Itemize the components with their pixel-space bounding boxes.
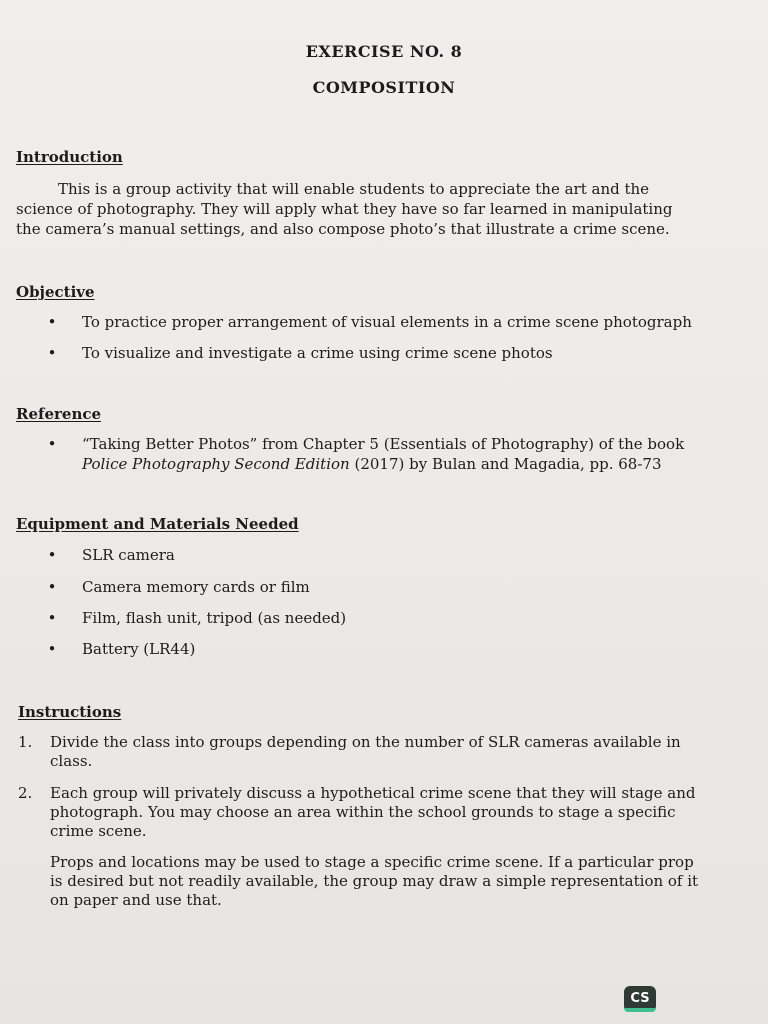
instruction-number: 1.	[18, 733, 33, 751]
instruction-text	[50, 784, 750, 841]
introduction-line: This is a group activity that will enable students to appreciate the art and the	[58, 180, 650, 198]
introduction-line: science of photography. They will apply what they have so far learned in manipulating	[16, 200, 673, 218]
bullet-icon: •	[47, 546, 57, 564]
bullet-icon: •	[47, 609, 57, 627]
equipment-item-text: Film, flash unit, tripod (as needed)	[82, 609, 347, 627]
reference-citation: (2017) by Bulan and Magadia, pp. 68-73	[349, 455, 662, 473]
instruction-line: Divide the class into groups depending on the number of SLR cameras available in	[50, 733, 681, 751]
objective-heading: Objective	[16, 283, 95, 301]
instruction-line: class.	[50, 752, 93, 770]
instruction-note-line: on paper and use that.	[50, 891, 222, 909]
instruction-line: photograph. You may choose an area within the school grounds to stage a specific	[50, 803, 676, 821]
objective-item-text: To visualize and investigate a crime using crime scene photos	[82, 344, 553, 362]
equipment-item-text: Camera memory cards or film	[82, 578, 310, 596]
instruction-text	[50, 733, 750, 771]
introduction-paragraph	[16, 179, 736, 239]
exercise-subtitle: COMPOSITION	[312, 78, 456, 97]
equipment-item-text: Battery (LR44)	[82, 640, 196, 658]
reference-heading: Reference	[16, 405, 102, 423]
exercise-title: EXERCISE NO. 8	[305, 42, 463, 61]
objective-item-text: To practice proper arrangement of visual elements in a crime scene photograph	[82, 313, 692, 331]
instruction-number: 2.	[18, 784, 33, 802]
reference-line-1: “Taking Better Photos” from Chapter 5 (Essentials of Photography) of the book	[82, 435, 685, 453]
instruction-note-line: Props and locations may be used to stage a specific crime scene. If a particular prop	[50, 853, 694, 871]
reference-line-2	[82, 454, 662, 474]
bullet-icon: •	[47, 578, 57, 596]
bullet-icon: •	[47, 344, 57, 362]
instruction-note-line: is desired but not readily available, the group may draw a simple representation of it	[50, 872, 699, 890]
introduction-line: the camera’s manual settings, and also compose photo’s that illustrate a crime scene.	[16, 220, 670, 238]
book-title: Police Photography Second Edition	[82, 455, 350, 473]
equipment-heading: Equipment and Materials Needed	[16, 515, 299, 533]
introduction-heading: Introduction	[16, 148, 123, 166]
instructions-heading: Instructions	[18, 703, 122, 721]
instruction-line: Each group will privately discuss a hypothetical crime scene that they will stage and	[50, 784, 696, 802]
bullet-icon: •	[47, 313, 57, 331]
camscanner-badge: CS	[624, 986, 656, 1012]
instruction-note	[50, 853, 755, 910]
equipment-item-text: SLR camera	[82, 546, 175, 564]
bullet-icon: •	[47, 640, 57, 658]
instruction-line: crime scene.	[50, 822, 147, 840]
bullet-icon: •	[47, 435, 57, 453]
